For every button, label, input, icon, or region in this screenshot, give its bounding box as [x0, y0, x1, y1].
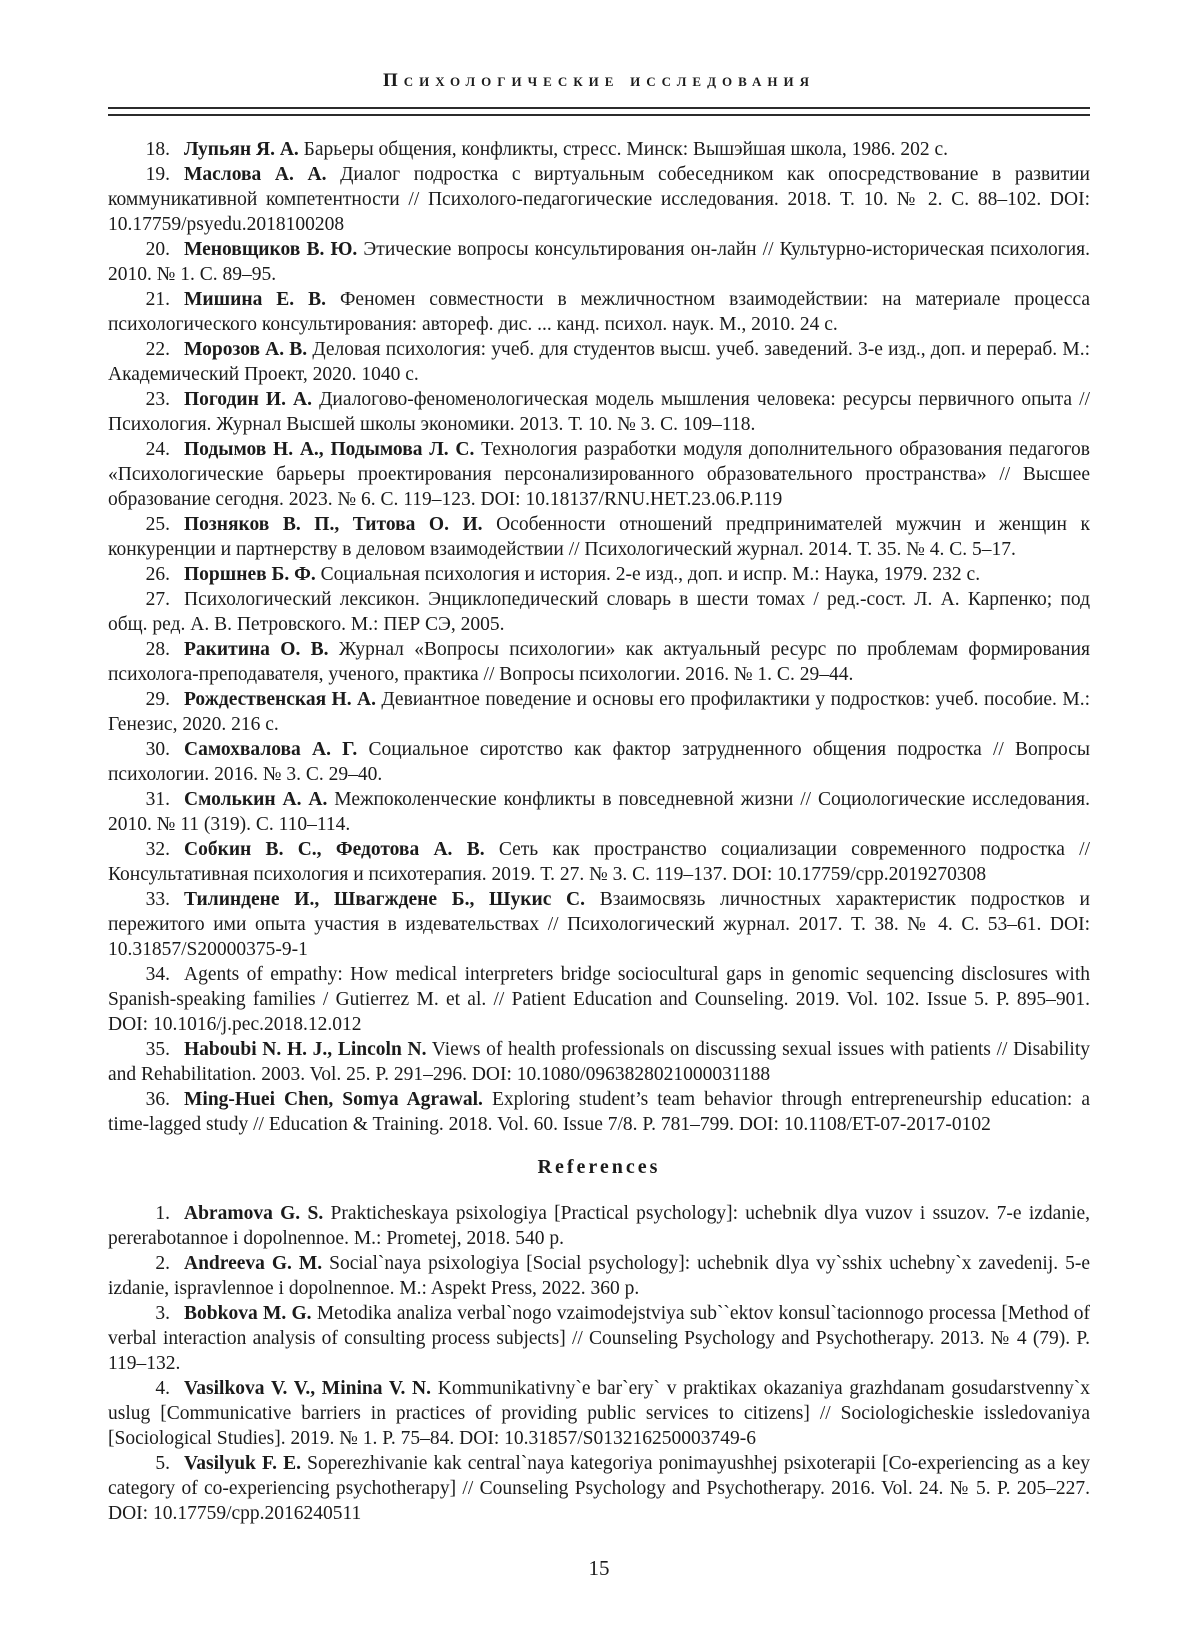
reference-authors: Мишина Е. В.: [184, 289, 327, 310]
reference-entry: [108, 287, 1090, 337]
reference-number: 22.: [145, 339, 170, 360]
reference-text: Технология разработки модуля дополнительного образования педагогов «Психологические барьеры проектирования персонализированного образовательного пространства» // Высшее образование сегодня. 2023. № 6. С. 119–123. DOI: 10.18137/RNU.HET.23.06.P.119: [108, 439, 1090, 510]
reference-number: 25.: [145, 514, 170, 535]
reference-entry: [108, 387, 1090, 437]
reference-entry: [108, 512, 1090, 562]
reference-text: Exploring student’s team behavior through entrepreneurship education: a time-lagged study // Education & Training. 2018. Vol. 60. Issue 7/8. P. 781–799. DOI: 10.1108/ET-07-2017-0102: [108, 1089, 1090, 1135]
reference-text: Диалогово-феноменологическая модель мышления человека: ресурсы первичного опыта // Психология. Журнал Высшей школы экономики. 2013. Т. 10. № 3. С. 109–118.: [108, 389, 1091, 435]
reference-number: 18.: [145, 139, 170, 160]
reference-number: 24.: [145, 439, 170, 460]
reference-entry: [108, 787, 1090, 837]
reference-number: 19.: [145, 164, 170, 185]
reference-entry: [108, 562, 1090, 587]
reference-entry: [108, 1251, 1090, 1301]
reference-authors: Подымов Н. А., Подымова Л. С.: [184, 439, 475, 460]
reference-authors: Позняков В. П., Титова О. И.: [184, 514, 483, 535]
reference-text: Особенности отношений предпринимателей мужчин и женщин к конкуренции и партнерству в деловом взаимодействии // Психологический журнал. 2014. Т. 35. № 4. С. 5–17.: [108, 514, 1091, 560]
reference-number: 34.: [145, 964, 170, 985]
reference-authors: Морозов А. В.: [184, 339, 308, 360]
reference-number: 5.: [155, 1453, 170, 1474]
reference-authors: Andreeva G. M.: [184, 1253, 323, 1274]
reference-text: Soperezhivanie kak central`naya kategoriya ponimayushhej psixoterapii [Co-experiencing as a key category of co-experiencing psychotherapy] // Counseling Psychology and Psychotherapy. 2016. Vol. 24. № 5. P. 205–227. DOI: 10.17759/cpp.2016240511: [108, 1453, 1090, 1524]
reference-authors: Vasilkova V. V., Minina V. N.: [184, 1378, 432, 1399]
reference-entry: [108, 687, 1090, 737]
reference-text: Prakticheskaya psixologiya [Practical psychology]: uchebnik dlya vuzov i ssuzov. 7-e izdanie, pererabotannoe i dopolnennoe. M.: Prometej, 2018. 540 p.: [108, 1203, 1090, 1249]
reference-number: 27.: [145, 589, 170, 610]
reference-entry: [108, 962, 1090, 1037]
reference-text: Межпоколенческие конфликты в повседневной жизни // Социологические исследования. 2010. № 11 (319). С. 110–114.: [108, 789, 1090, 835]
reference-entry: [108, 1087, 1090, 1137]
reference-number: 30.: [145, 739, 170, 760]
reference-text: Деловая психология: учеб. для студентов высш. учеб. заведений. 3-е изд., доп. и перераб. М.: Академический Проект, 2020. 1040 с.: [108, 339, 1090, 385]
reference-number: 29.: [145, 689, 170, 710]
reference-text: Журнал «Вопросы психологии» как актуальный ресурс по проблемам формирования психолога-преподавателя, ученого, практика // Вопросы психологии. 2016. № 1. С. 29–44.: [108, 639, 1090, 685]
reference-number: 33.: [145, 889, 170, 910]
reference-authors: Haboubi N. H. J., Lincoln N.: [184, 1039, 427, 1060]
reference-entry: [108, 1037, 1090, 1087]
reference-number: 36.: [145, 1089, 170, 1110]
reference-list-transliterated: [108, 1201, 1090, 1526]
reference-authors: Собкин В. С., Федотова А. В.: [184, 839, 485, 860]
reference-number: 21.: [145, 289, 170, 310]
reference-entry: [108, 1376, 1090, 1451]
reference-authors: Рождественская Н. А.: [184, 689, 376, 710]
reference-number: 26.: [145, 564, 170, 585]
reference-entry: [108, 137, 1090, 162]
reference-authors: Vasilyuk F. E.: [184, 1453, 302, 1474]
page-number: 15: [588, 1556, 610, 1580]
reference-text: Сеть как пространство социализации современного подростка // Консультативная психология и психотерапия. 2019. Т. 27. № 3. С. 119–137. DOI: 10.17759/cpp.2019270308: [108, 839, 1090, 885]
reference-entry: [108, 237, 1090, 287]
running-head: Психологические исследования: [382, 70, 816, 91]
reference-text: Metodika analiza verbal`nogo vzaimodejstviya sub``ektov konsul`tacionnogo processa [Method of verbal interaction analysis of consulting process subjects] // Counseling Psychology and Psychotherapy. 2013. № 4 (79). P. 119–132.: [108, 1303, 1090, 1374]
reference-number: 1.: [155, 1203, 170, 1224]
reference-entry: [108, 1301, 1090, 1376]
reference-number: 2.: [155, 1253, 170, 1274]
reference-number: 32.: [145, 839, 170, 860]
reference-number: 3.: [155, 1303, 170, 1324]
reference-text: Взаимосвязь личностных характеристик подростков и пережитого ими опыта участия в издевательствах // Психологический журнал. 2017. Т. 38. № 4. С. 53–61. DOI: 10.31857/S20000375-9-1: [108, 889, 1090, 960]
reference-text: Барьеры общения, конфликты, стресс. Минск: Вышэйшая школа, 1986. 202 с.: [298, 139, 949, 160]
reference-text: Психологический лексикон. Энциклопедический словарь в шести томах / ред.-сост. Л. А. Карпенко; под общ. ред. А. В. Петровского. М.: ПЕР СЭ, 2005.: [108, 589, 1090, 635]
reference-authors: Поршнев Б. Ф.: [184, 564, 316, 585]
reference-entry: [108, 437, 1090, 512]
reference-entry: [108, 587, 1090, 637]
reference-authors: Меновщиков В. Ю.: [184, 239, 358, 260]
reference-number: 35.: [145, 1039, 170, 1060]
reference-number: 4.: [155, 1378, 170, 1399]
reference-text: Девиантное поведение и основы его профилактики у подростков: учеб. пособие. М.: Генезис, 2020. 216 с.: [108, 689, 1090, 735]
reference-authors: Смолькин А. А.: [184, 789, 328, 810]
reference-entry: [108, 1451, 1090, 1526]
reference-number: 31.: [145, 789, 170, 810]
reference-number: 28.: [145, 639, 170, 660]
reference-text: Этические вопросы консультирования он-лайн // Культурно-историческая психология. 2010. № 1. С. 89–95.: [108, 239, 1090, 285]
reference-number: 23.: [145, 389, 170, 410]
reference-text: Views of health professionals on discussing sexual issues with patients // Disability and Rehabilitation. 2003. Vol. 25. P. 291–296. DOI: 10.1080/0963828021000031188: [108, 1039, 1091, 1085]
reference-text: Социальная психология и история. 2-е изд., доп. и испр. М.: Наука, 1979. 232 с.: [315, 564, 981, 585]
reference-text: Феномен совместности в межличностном взаимодействии: на материале процесса психологического консультирования: автореф. дис. ... канд. психол. наук. М., 2010. 24 с.: [108, 289, 1090, 335]
reference-authors: Самохвалова А. Г.: [184, 739, 358, 760]
reference-authors: Лупьян Я. А.: [184, 139, 299, 160]
reference-text: Диалог подростка с виртуальным собеседником как опосредствование в развитии коммуникативной компетентности // Психолого-педагогические исследования. 2018. Т. 10. № 2. С. 88–102. DOI: 10.17759/psyedu.2018100208: [108, 164, 1090, 235]
reference-text: Social`naya psixologiya [Social psychology]: uchebnik dlya vy`sshix uchebny`x zavedenij. 5-e izdanie, ispravlennoe i dopolnennoe. M.: Aspekt Press, 2022. 360 p.: [108, 1253, 1090, 1299]
reference-entry: [108, 1201, 1090, 1251]
reference-text: Agents of empathy: How medical interpreters bridge sociocultural gaps in genomic sequencing disclosures with Spanish-speaking families / Gutierrez M. et al. // Patient Education and Counseling. 2019. Vol. 102. Issue 5. P. 895–901. DOI: 10.1016/j.pec.2018.12.012: [108, 964, 1090, 1035]
reference-authors: Маслова А. А.: [184, 164, 327, 185]
reference-text: Kommunikativny`e bar`ery` v praktikax okazaniya grazhdanam gosudarstvenny`x uslug [Communicative barriers in practices of providing public services to citizens] // Sociologicheskie issledovaniya [Sociological Studies]. 2019. № 1. P. 75–84. DOI: 10.31857/S013216250003749-6: [108, 1378, 1090, 1449]
reference-authors: Ракитина О. В.: [184, 639, 329, 660]
reference-entry: [108, 837, 1090, 887]
reference-text: Социальное сиротство как фактор затрудненного общения подростка // Вопросы психологии. 2016. № 3. С. 29–40.: [108, 739, 1090, 785]
reference-list-russian: [108, 137, 1090, 1137]
reference-number: 20.: [145, 239, 170, 260]
reference-authors: Abramova G. S.: [184, 1203, 324, 1224]
reference-authors: Погодин И. А.: [184, 389, 313, 410]
reference-entry: [108, 637, 1090, 687]
reference-entry: [108, 737, 1090, 787]
reference-entry: [108, 337, 1090, 387]
reference-authors: Ming-Huei Chen, Somya Agrawal.: [184, 1089, 483, 1110]
reference-entry: [108, 887, 1090, 962]
references-section-heading: References: [537, 1156, 661, 1178]
reference-authors: Тилиндене И., Швагждене Б., Шукис С.: [184, 889, 586, 910]
reference-authors: Bobkova M. G.: [184, 1303, 312, 1324]
reference-entry: [108, 162, 1090, 237]
header-double-rule: [108, 107, 1090, 116]
